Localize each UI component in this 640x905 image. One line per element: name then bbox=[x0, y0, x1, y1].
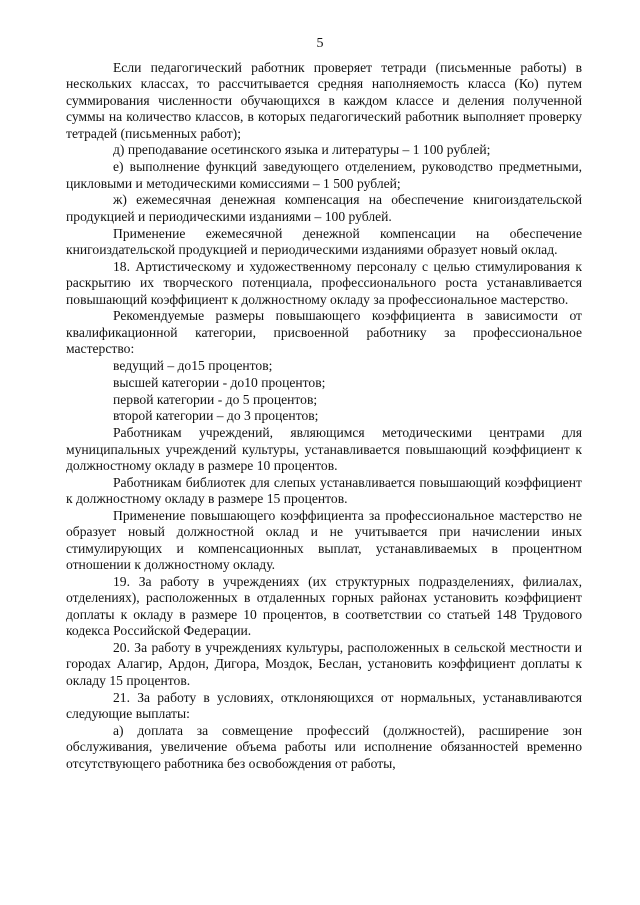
paragraph: д) преподавание осетинского языка и литературы – 1 100 рублей; bbox=[113, 142, 491, 158]
page-number: 5 bbox=[316, 36, 324, 51]
document-body bbox=[66, 60, 582, 773]
paragraph: первой категории - до 5 процентов; bbox=[113, 391, 318, 407]
paragraph: ведущий – до15 процентов; bbox=[113, 358, 273, 374]
paragraph: ж) ежемесячная денежная компенсация на обеспечение книгоиздательской продукцией и периодическими изданиями – 100 рублей. bbox=[66, 192, 582, 224]
paragraph: Если педагогический работник проверяет тетради (письменные работы) в нескольких классах, то рассчитывается средняя наполняемость класса (Ко) путем суммирования численности обучающихся в каждом классе и деления полученной суммы на количество классов, в которых педагогический работник выполняет проверку тетрадей (письменных работ); bbox=[66, 60, 582, 141]
paragraph: Применение повышающего коэффициента за профессиональное мастерство не образует новый должностной оклад и не учитывается при начислении иных стимулирующих и компенсационных выплат, устанавливаемых в процентном отношении к должностному окладу. bbox=[66, 508, 582, 573]
paragraph: высшей категории - до10 процентов; bbox=[113, 374, 326, 390]
paragraph: е) выполнение функций заведующего отделением, руководство предметными, цикловыми и методическими комиссиями – 1 500 рублей; bbox=[66, 159, 582, 191]
paragraph: 21. За работу в условиях, отклоняющихся от нормальных, устанавливаются следующие выплаты: bbox=[66, 689, 582, 722]
paragraph: Работникам библиотек для слепых устанавливается повышающий коэффициент к должностному окладу в размере 15 процентов. bbox=[66, 474, 582, 507]
paragraph: Рекомендуемые размеры повышающего коэффициента в зависимости от квалификационной категории, присвоенной работнику за профессиональное мастерство: bbox=[66, 308, 582, 357]
paragraph: 20. За работу в учреждениях культуры, расположенных в сельской местности и городах Алагир, Ардон, Дигора, Моздок, Беслан, установить коэффициент доплаты к окладу 15 процентов. bbox=[66, 640, 582, 688]
paragraph: Работникам учреждений, являющимся методическими центрами для муниципальных учреждений культуры, устанавливается повышающий коэффициент к должностному окладу в размере 10 процентов. bbox=[66, 425, 582, 474]
paragraph: второй категории – до 3 процентов; bbox=[113, 408, 319, 424]
paragraph: Применение ежемесячной денежной компенсации на обеспечение книгоиздательской продукцией и периодическими изданиями образует новый оклад. bbox=[66, 225, 582, 258]
paragraph: 18. Артистическому и художественному персоналу с целью стимулирования к раскрытию их творческого потенциала, профессионального роста устанавливается повышающий коэффициент к должностному окладу за профессиональное мастерство. bbox=[66, 258, 582, 307]
paragraph: 19. За работу в учреждениях (их структурных подразделениях, филиалах, отделениях), расположенных в отдаленных горных районах установить коэффициент доплаты к окладу в размере 10 процентов, в соответствии со статьей 148 Трудового кодекса Российской Федерации. bbox=[66, 574, 582, 639]
paragraph: а) доплата за совмещение профессий (должностей), расширение зон обслуживания, увеличение объема работы или исполнение обязанностей временно отсутствующего работника без освобождения от работы, bbox=[66, 722, 582, 771]
